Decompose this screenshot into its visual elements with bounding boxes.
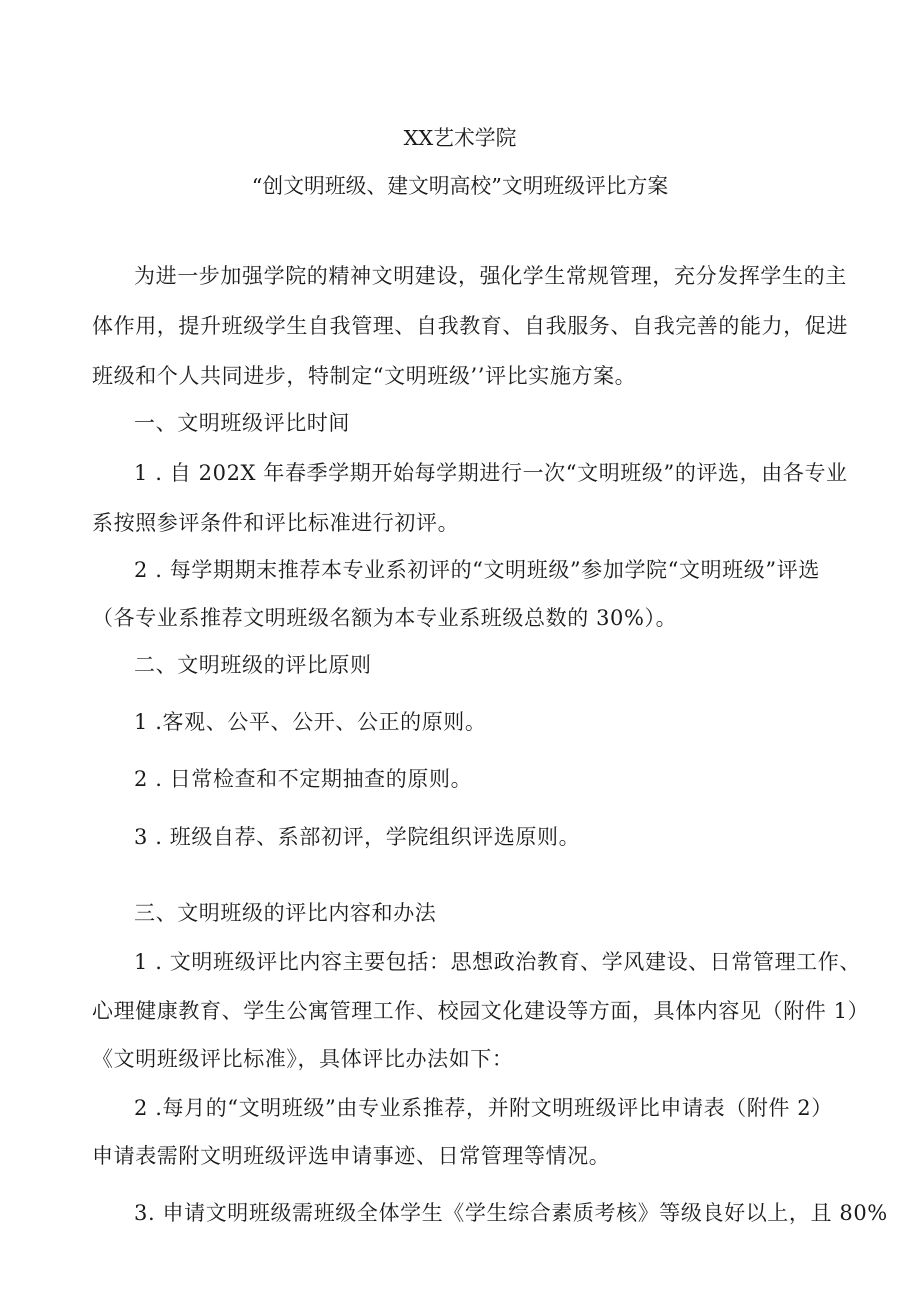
section-2-item-3: 3 . 班级自荐、系部初评，学院组织评选原则。 bbox=[134, 825, 581, 849]
section-3-item-2-line-1: 2 .每月的“文明班级”由专业系推荐，并附文明班级评比申请表（附件 2） bbox=[134, 1096, 833, 1120]
document-title: XX艺术学院 bbox=[403, 126, 517, 150]
section-heading-3: 三、文明班级的评比内容和办法 bbox=[134, 901, 437, 925]
section-1-item-1-line-2: 系按照参评条件和评比标准进行初评。 bbox=[92, 511, 460, 535]
section-1-item-2-line-1: 2 . 每学期期末推荐本专业系初评的“文明班级”参加学院“文明班级”评选 bbox=[134, 558, 820, 582]
section-2-item-2: 2 . 日常检查和不定期抽查的原则。 bbox=[134, 767, 473, 791]
intro-paragraph-line-1: 为进一步加强学院的精神文明建设，强化学生常规管理，充分发挥学生的主 bbox=[134, 264, 847, 288]
section-heading-2: 二、文明班级的评比原则 bbox=[134, 653, 372, 677]
document-subtitle: “创文明班级、建文明高校”文明班级评比方案 bbox=[251, 174, 669, 198]
section-3-item-1-line-3: 《文明班级评比标准》，具体评比办法如下： bbox=[92, 1047, 514, 1071]
section-2-item-1: 1 .客观、公平、公开、公正的原则。 bbox=[134, 710, 487, 734]
section-heading-1: 一、文明班级评比时间 bbox=[134, 411, 350, 435]
section-1-item-2-line-2: （各专业系推荐文明班级名额为本专业系班级总数的 30%）。 bbox=[92, 606, 678, 630]
intro-paragraph-line-2: 体作用，提升班级学生自我管理、自我教育、自我服务、自我完善的能力，促进 bbox=[92, 314, 848, 338]
section-3-item-1-line-2: 心理健康教育、学生公寓管理工作、校园文化建设等方面，具体内容见（附件 1） bbox=[92, 999, 870, 1023]
section-3-item-2-line-2: 申请表需附文明班级评选申请事迹、日常管理等情况。 bbox=[92, 1144, 611, 1168]
section-3-item-3-line-1: 3. 申请文明班级需班级全体学生《学生综合素质考核》等级良好以上，且 80% bbox=[134, 1201, 888, 1225]
section-3-item-1-line-1: 1 . 文明班级评比内容主要包括：思想政治教育、学风建设、日常管理工作、 bbox=[134, 950, 861, 974]
section-1-item-1-line-1: 1 . 自 202X 年春季学期开始每学期进行一次“文明班级”的评选，由各专业 bbox=[134, 461, 848, 485]
intro-paragraph-line-3: 班级和个人共同进步，特制定“文明班级’’评比实施方案。 bbox=[92, 364, 637, 388]
